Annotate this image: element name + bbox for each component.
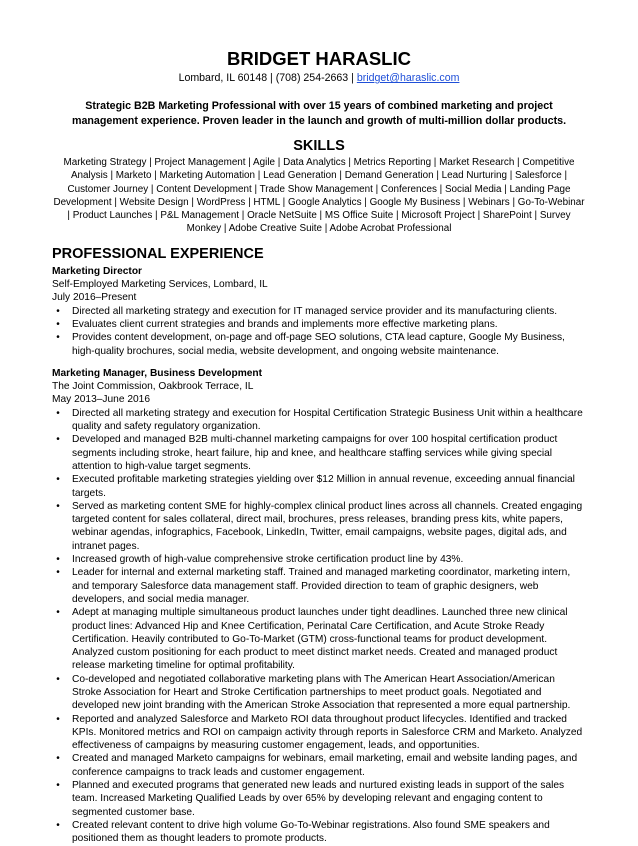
bullet-icon: • <box>56 407 60 419</box>
bullet-text: Created relevant content to drive high volume Go-To-Webinar registrations. Also found SME speakers and positioned them as thought leaders to promote products. <box>72 819 550 845</box>
bullet-item <box>52 673 586 713</box>
job-company: The Joint Commission, Oakbrook Terrace, IL <box>52 381 254 393</box>
bullet-text: Planned and executed programs that generated new leads and nurtured existing leads in support of the sales team. Increased Marketing Qualified Leads by over 65% by developing relevant and engaging content to segmented customer base. <box>72 780 565 818</box>
bullet-item <box>52 819 586 846</box>
job-entry <box>52 367 586 846</box>
bullet-item <box>52 553 586 566</box>
job-title: Marketing Manager, Business Development <box>52 367 263 379</box>
job-title: Marketing Director <box>52 265 143 277</box>
bullet-item <box>52 566 586 606</box>
professional-summary: Strategic B2B Marketing Professional with over 15 years of combined marketing and project management experience. Proven leader in the launch and growth of multi-million dollar products. <box>71 100 567 127</box>
bullet-item <box>52 331 586 358</box>
job-entry <box>52 265 586 358</box>
bullet-icon: • <box>56 567 60 579</box>
bullet-text: Executed profitable marketing strategies yielding over $12 Million in annual revenue, exceeding annual financial targets. <box>72 474 575 499</box>
contact-line <box>52 71 586 85</box>
bullet-text: Served as marketing content SME for highly-complex clinical product lines across all channels. Created engaging targeted content for sales collateral, direct mail, brochures, press releases, branding press kits, white papers, webinar agendas, infographics, Facebook, LinkedIn, Twitter, email campaigns, website pages, digital ads, and intranet pages. <box>72 500 583 552</box>
experience-heading: PROFESSIONAL EXPERIENCE <box>52 245 264 262</box>
bullet-icon: • <box>56 607 60 619</box>
bullet-item <box>52 407 586 434</box>
bullet-text: Provides content development, on-page and off-page SEO solutions, CTA lead capture, Google My Business, high-quality brochures, social media, website development, and ongoing website maintenance. <box>72 332 565 357</box>
bullet-item <box>52 433 586 473</box>
bullet-item <box>52 318 586 331</box>
bullet-text: Directed all marketing strategy and execution for IT managed service provider and its manufacturing clients. <box>72 305 558 317</box>
resume-page <box>52 48 586 846</box>
bullet-text: Increased growth of high-value comprehensive stroke certification product line by 43%. <box>72 554 464 566</box>
job-bullets <box>52 407 586 846</box>
bullet-item <box>52 500 586 553</box>
bullet-icon: • <box>56 673 60 685</box>
bullet-icon: • <box>56 713 60 725</box>
job-company: Self-Employed Marketing Services, Lombard, IL <box>52 279 268 291</box>
bullet-text: Adept at managing multiple simultaneous product launches under tight deadlines. Launched three new clinical product lines: Advanced Hip and Knee Certification, Perinatal Care Certification, and Acute Stroke Ready Certification. Heavily contributed to Go-To-Market (GTM) cross-functional teams for product development. Analyzed custom positioning for each product to meet distinct market needs. Created and managed product release marketing timeline for optimal profitability. <box>72 607 568 672</box>
contact-details: Lombard, IL 60148 | (708) 254-2663 | <box>178 72 357 84</box>
bullet-icon: • <box>56 819 60 831</box>
bullet-text: Created and managed Marketo campaigns for webinars, email marketing, email and website landing pages, and conference campaigns to track leads and customer engagement. <box>72 753 578 778</box>
bullet-icon: • <box>56 332 60 344</box>
bullet-item <box>52 473 586 500</box>
bullet-icon: • <box>56 434 60 446</box>
bullet-text: Directed all marketing strategy and execution for Hospital Certification Strategic Business Unit within a healthcare quality and safety regulatory organization. <box>72 407 583 433</box>
bullet-text: Evaluates client current strategies and brands and implements more effective marketing plans. <box>72 318 498 330</box>
bullet-item <box>52 752 586 779</box>
skills-list: Marketing Strategy | Project Management | Agile | Data Analytics | Metrics Reporting | Market Research | Competitive Analysis | Marketo | Marketing Automation | Lead Generation | Demand Generation | Lead Nurturing | Salesforce | Customer Journey | Content Development | Trade Show Management | Conferences | Social Media | Landing Page Development | Website Design | WordPress | HTML | Google Analytics | Google My Business | Webinars | Go-To-Webinar | Product Launches | P&L Management | Oracle NetSuite | MS Office Suite | Microsoft Project | SharePoint | Survey Monkey | Adobe Creative Suite | Adobe Acrobat Professional <box>53 157 585 235</box>
job-bullets <box>52 305 586 358</box>
bullet-icon: • <box>56 753 60 765</box>
candidate-name: BRIDGET HARASLIC <box>227 48 411 69</box>
bullet-item <box>52 713 586 753</box>
bullet-text: Developed and managed B2B multi-channel marketing campaigns for over 100 hospital certification product segments including stroke, heart failure, hip and knee, and healthcare staffing services while giving special attention to high-value target segments. <box>72 434 558 472</box>
bullet-icon: • <box>56 474 60 486</box>
email-link[interactable]: bridget@haraslic.com <box>356 72 460 84</box>
bullet-item <box>52 779 586 819</box>
bullet-icon: • <box>56 500 60 512</box>
skills-heading: SKILLS <box>293 138 345 154</box>
bullet-item <box>52 606 586 672</box>
job-dates: July 2016–Present <box>52 292 137 304</box>
bullet-item <box>52 305 586 318</box>
bullet-icon: • <box>56 554 60 566</box>
bullet-icon: • <box>56 305 60 317</box>
bullet-icon: • <box>56 780 60 792</box>
bullet-text: Co-developed and negotiated collaborative marketing plans with The American Heart Association/American Stroke Association for Heart and Stroke Certification partnerships to meet product goals. Negotiated and developed new joint branding with the American Stroke Association that represented a more equal partnership. <box>72 673 571 712</box>
job-dates: May 2013–June 2016 <box>52 394 150 406</box>
bullet-text: Reported and analyzed Salesforce and Marketo ROI data throughout product lifecycles. Identified and tracked KPIs. Monitored metrics and ROI on campaign activity through reports in Salesforce CRM and Marketo. Analyzed effectiveness of campaigns by measuring customer engagement, leads, and opportunities. <box>72 713 583 752</box>
bullet-icon: • <box>56 318 60 330</box>
bullet-text: Leader for internal and external marketing staff. Trained and managed marketing coordinator, marketing intern, and temporary Salesforce data management staff. Provided direction to team of graphic designers, web developers, and social media manager. <box>72 567 571 605</box>
